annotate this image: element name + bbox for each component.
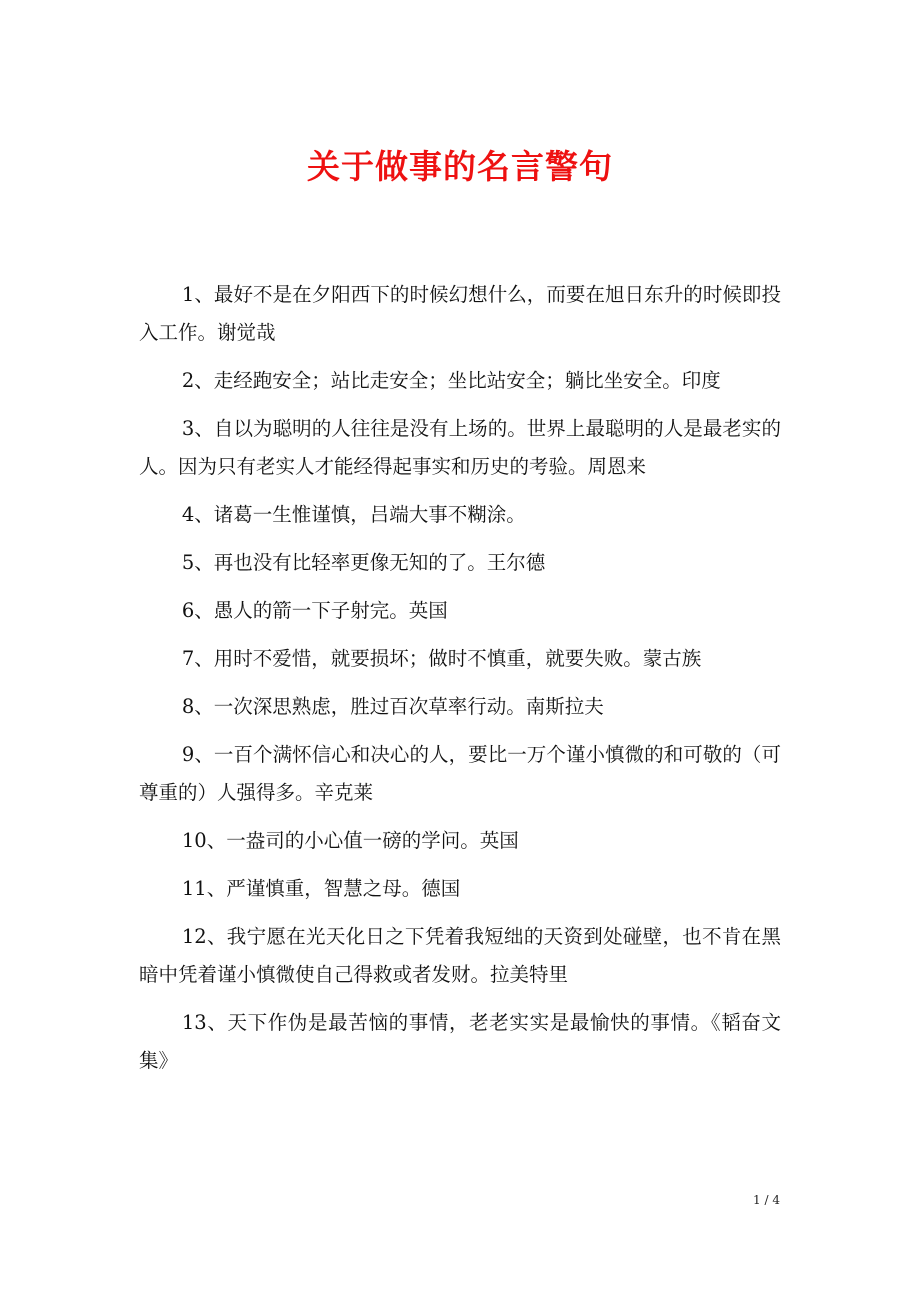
quote-paragraph: 9、一百个满怀信心和决心的人，要比一万个谨小慎微的和可敬的（可尊重的）人强得多。辛克莱 xyxy=(139,743,781,804)
quote-paragraph: 12、我宁愿在光天化日之下凭着我短绌的天资到处碰壁，也不肯在黑暗中凭着谨小慎微使自己得救或者发财。拉美特里 xyxy=(139,925,781,986)
quote-paragraph: 6、愚人的箭一下子射完。英国 xyxy=(181,599,448,622)
quote-paragraph: 11、严谨慎重，智慧之母。德国 xyxy=(181,877,461,900)
quote-paragraph: 8、一次深思熟虑，胜过百次草率行动。南斯拉夫 xyxy=(181,695,604,718)
quote-paragraph: 7、用时不爱惜，就要损坏；做时不慎重，就要失败。蒙古族 xyxy=(181,647,702,670)
quote-paragraph: 3、自以为聪明的人往往是没有上场的。世界上最聪明的人是最老实的人。因为只有老实人才能经得起事实和历史的考验。周恩来 xyxy=(139,417,781,478)
quote-paragraph: 4、诸葛一生惟谨慎，吕端大事不糊涂。 xyxy=(181,503,526,526)
quote-paragraph: 2、走经跑安全；站比走安全；坐比站安全；躺比坐安全。印度 xyxy=(181,369,721,392)
quote-paragraph: 5、再也没有比轻率更像无知的了。王尔德 xyxy=(181,551,546,574)
page-number: 1 / 4 xyxy=(753,1193,780,1207)
quote-list xyxy=(139,276,781,1090)
page-title: 关于做事的名言警句 xyxy=(307,147,613,186)
quote-paragraph: 10、一盎司的小心值一磅的学问。英国 xyxy=(181,829,519,852)
quote-paragraph: 1、最好不是在夕阳西下的时候幻想什么，而要在旭日东升的时候即投入工作。谢觉哉 xyxy=(139,283,781,344)
quote-paragraph: 13、天下作伪是最苦恼的事情，老老实实是最愉快的事情。《韬奋文集》 xyxy=(139,1011,781,1072)
